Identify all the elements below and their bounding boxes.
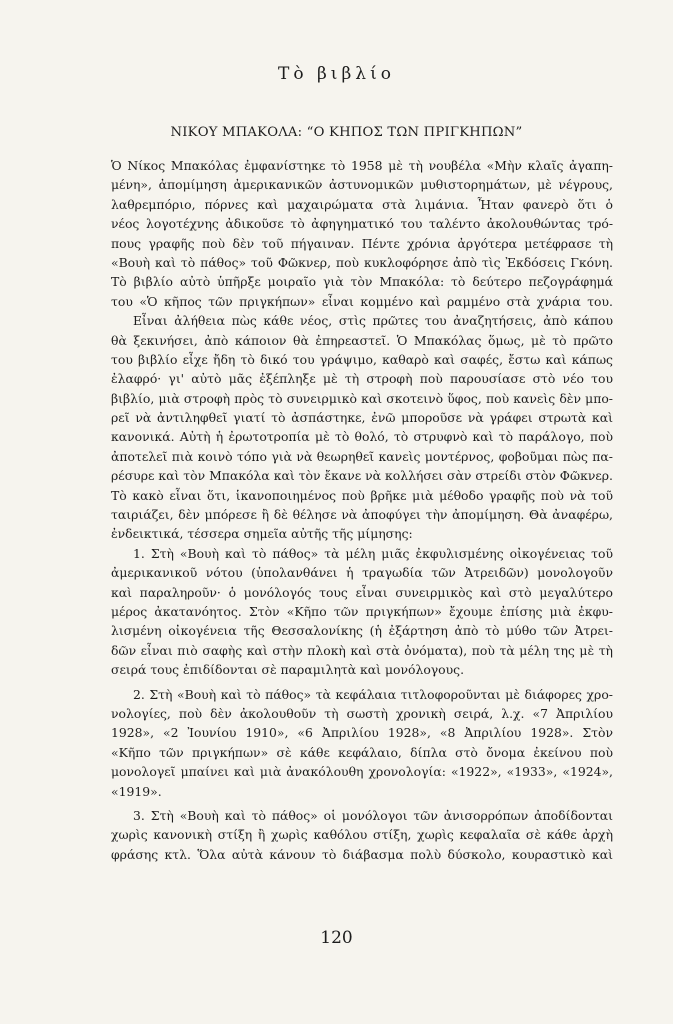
text-line: σειρά τους ἐπιδίδονται σὲ παραμιλητὰ καὶ μονόλογους.: [111, 662, 465, 678]
text-line: νέος λογοτέχνης ἀδικοῦσε τὸ ἀφηγηματικό του ταλέντο ἀκολουθώντας τρό-: [111, 216, 613, 232]
text-line: Ὁ Νίκος Μπακόλας ἐμφανίστηκε τὸ 1958 μὲ τὴ νουβέλα «Μὴν κλαῖς ἀγαπη-: [111, 158, 613, 173]
text-line: νολογίες, ποὺ δὲν ἀκολουθοῦν τὴ σωστὴ χρονικὴ σειρά, λ.χ. «7 Ἀπριλίου: [111, 705, 613, 721]
text-line: πους γραφῆς ποὺ δὲν τοῦ πήγαιναν. Πέντε χρόνια ἀργότερα μετέφρασε τὴ: [111, 235, 613, 251]
text-line: του «Ὁ κῆπος τῶν πριγκήπων» εἶναι κομμένο καὶ ραμμένο στὰ χνάρια του.: [111, 293, 613, 309]
text-line: δῶν εἶναι πιὸ σαφὴς καὶ στὴν πλοκὴ καὶ στὰ ὀνόματα), ποὺ τὰ μέλη της μὲ τὴ: [111, 642, 613, 658]
text-line: Εἶναι ἀλήθεια πὼς κάθε νέος, στὶς πρῶτες του ἀναζητήσεις, ἀπὸ κάπου: [133, 313, 613, 329]
text-line: ἀποτελεῖ πιὰ κοινὸ τόπο γιὰ νὰ θεωρηθεῖ κανεὶς μοντέρνος, φοβοῦμαι πὼς πα-: [111, 448, 613, 464]
text-line: ἐλαφρό· γι' αὐτὸ μᾶς ἐξέπληξε μὲ τὴ στροφὴ ποὺ παρουσίασε στὸ νέο του: [111, 371, 613, 387]
text-line: λισμένη οἰκογένεια τῆς Θεσσαλονίκης (ἡ ἐξάρτηση ἀπὸ τὸ μύθο τῶν Ἀτρει-: [111, 623, 613, 639]
section-title: Τὸ βιβλίο: [278, 64, 395, 84]
text-line: Τὸ βιβλίο αὐτὸ ὑπῆρξε μοιραῖο γιὰ τὸν Μπακόλα: τὸ δεύτερο πεζογράφημά: [111, 274, 613, 290]
text-line: βιβλίο, μιὰ στροφὴ πρὸς τὸ συνειρμικὸ καὶ σκοτεινὸ ὕφος, ποὺ κανεὶς δὲν μπο-: [111, 390, 613, 406]
text-line: μονολογεῖ μπαίνει καὶ μιὰ ἀνακόλουθη χρονολογία: «1922», «1933», «1924»,: [111, 764, 613, 780]
text-line: «1919».: [111, 783, 162, 799]
text-line: χωρὶς κανονικὴ στίξη ἢ χωρὶς καθόλου στίξη, χωρὶς κεφαλαῖα σὲ κάθε ἀρχὴ: [111, 827, 613, 843]
text-line: Τὸ κακὸ εἶναι ὅτι, ἱκανοποιημένος ποὺ βρῆκε μιὰ μέθοδο γραφῆς ποὺ νὰ τοῦ: [111, 487, 613, 503]
text-line: θὰ ξεκινήσει, ἀπὸ κάποιον θὰ ἐπηρεαστεῖ. Ὁ Μπακόλας ὅμως, μὲ τὸ πρῶτο: [111, 332, 613, 348]
text-line: 2. Στὴ «Βουὴ καὶ τὸ πάθος» τὰ κεφάλαια τιτλοφοροῦνται μὲ διάφορες χρο-: [133, 686, 613, 702]
text-line: λαθρεμπόριο, πόρνες καὶ μαχαιρώματα στὰ λιμάνια. Ἦταν φανερὸ ὅτι ὁ: [111, 196, 613, 212]
text-line: φράσης κτλ. Ὅλα αὐτὰ κάνουν τὸ διάβασμα πολὺ δύσκολο, κουραστικὸ καὶ: [111, 846, 613, 862]
text-line: καὶ παραληροῦν· ὁ μονόλογός τους εἶναι συνειρμικὸς καὶ στὸ μεγαλύτερο: [111, 584, 613, 600]
article-body: [111, 156, 613, 864]
text-line: ρεῖ νὰ ἀντιληφθεῖ γιατί τὸ ἀσπάστηκε, ἐνῶ μποροῦσε νὰ γράφει στρωτὰ καὶ: [111, 410, 613, 426]
text-line: ρέσυρε καὶ τὸν Μπακόλα καὶ τὸν ἔκανε νὰ κολλήσει σὰν στρείδι στὸν Φῶκνερ.: [111, 468, 613, 484]
text-line: «Κῆπο τῶν πριγκήπων» σὲ κάθε κεφάλαιο, δίπλα στὸ ὄνομα ἐκείνου ποὺ: [111, 744, 613, 760]
text-line: κανονικά. Αὐτὴ ἡ ἐρωτοτροπία μὲ τὸ θολό, τὸ στρυφνὸ καὶ τὸ παράλογο, ποὺ: [111, 429, 613, 445]
text-line: του βιβλίο εἶχε ἤδη τὸ δικό του γράψιμο, καθαρὸ καὶ σαφές, ἔστω καὶ κάπως: [111, 351, 613, 367]
text-line: 1928», «2 Ἰουνίου 1910», «6 Ἀπριλίου 1928», «8 Ἀπριλίου 1928». Στὸν: [111, 725, 613, 741]
text-line: ἀμερικανικοῦ νότου (ὑπολανθάνει ἡ τραγωδία τῶν Ἀτρειδῶν) μονολογοῦν: [111, 565, 613, 581]
text-line: μένη», ἀπομίμηση ἀμερικανικῶν ἀστυνομικῶν μυθιστορημάτων, μὲ νέγρους,: [111, 177, 613, 193]
text-line: μέρος ἀκατανόητος. Στὸν «Κῆπο τῶν πριγκήπων» ἔχουμε ἐπίσης μιὰ ἐκφυ-: [111, 603, 613, 619]
text-line: ταιριάζει, δὲν μπόρεσε ἢ δὲ θέλησε νὰ ἀποφύγει τὴν ἀπομίμηση. Θὰ ἀναφέρω,: [111, 507, 613, 523]
text-line: 3. Στὴ «Βουὴ καὶ τὸ πάθος» οἱ μονόλογοι τῶν ἀνισορρόπων ἀποδίδονται: [133, 807, 613, 823]
text-line: «Βουὴ καὶ τὸ πάθος» τοῦ Φῶκνερ, ποὺ κυκλοφόρησε ἀπὸ τὶς Ἐκδόσεις Γκόνη.: [111, 254, 613, 270]
text-line: 1. Στὴ «Βουὴ καὶ τὸ πάθος» τὰ μέλη μιᾶς ἐκφυλισμένης οἰκογένειας τοῦ: [133, 545, 613, 561]
text-line: ἐνδεικτικά, τέσσερα σημεῖα αὐτῆς τῆς μίμησης:: [111, 526, 413, 542]
article-heading: ΝΙΚΟΥ ΜΠΑΚΟΛΑ: “Ο ΚΗΠΟΣ ΤΩΝ ΠΡΙΓΚΗΠΩΝ”: [170, 125, 523, 140]
page-number: 120: [320, 928, 353, 948]
